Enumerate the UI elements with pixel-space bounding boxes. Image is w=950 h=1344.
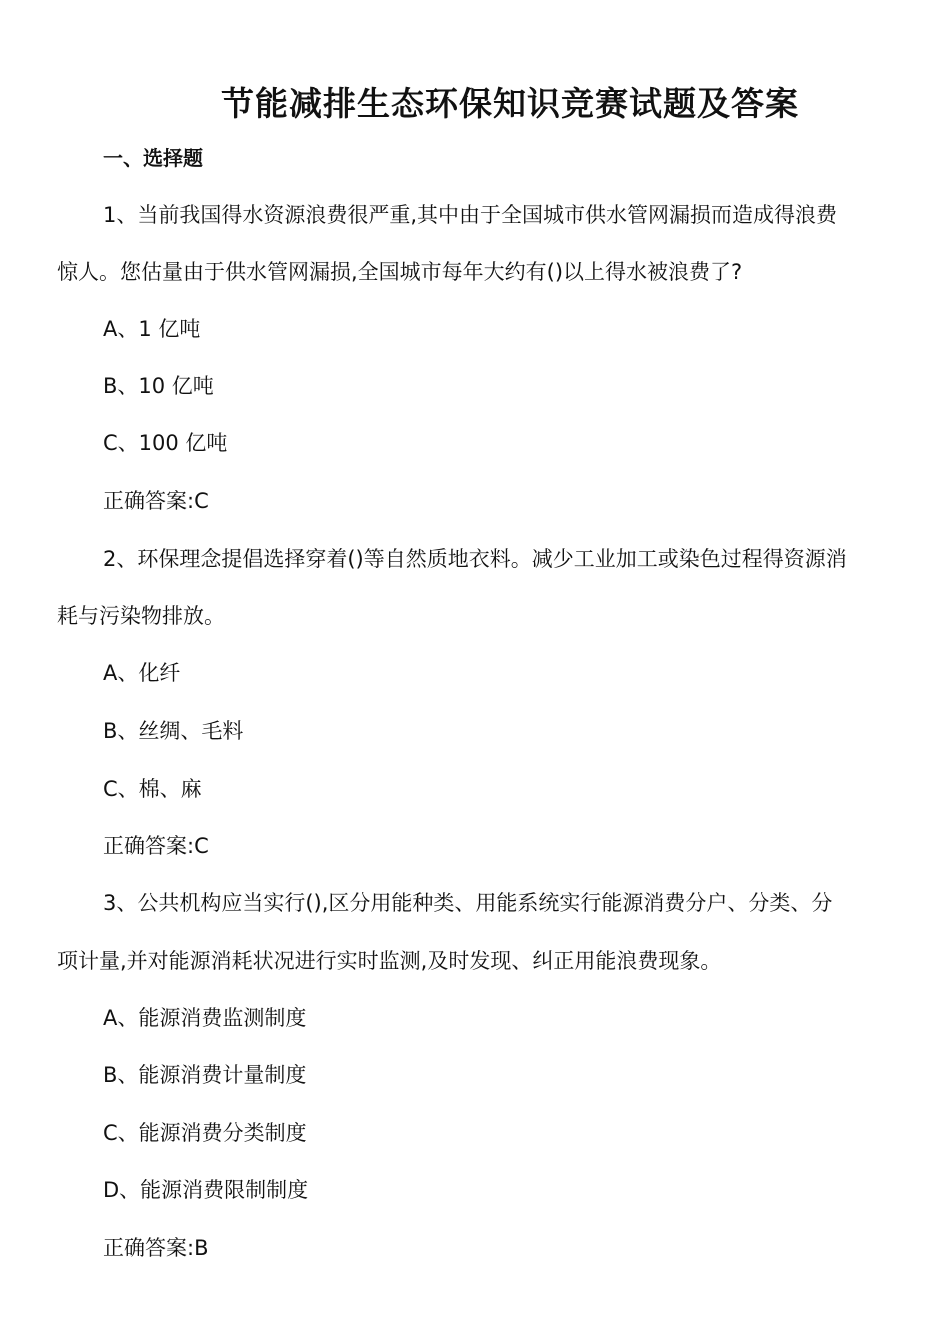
q2-option-c: C、棉、麻 [103,777,202,801]
q2-line1: 2、环保理念提倡选择穿着()等自然质地衣料。减少工业加工或染色过程得资源消 [103,547,847,571]
q3-answer: 正确答案:B [103,1236,209,1260]
q2-option-a: A、化纤 [103,661,181,685]
q2-answer: 正确答案:C [103,834,209,858]
q3-option-b: B、能源消费计量制度 [103,1063,307,1087]
q3-option-a: A、能源消费监测制度 [103,1006,307,1030]
document-title: 节能减排生态环保知识竞赛试题及答案 [221,84,799,123]
section-heading: 一、选择题 [103,146,203,170]
q3-line1: 3、公共机构应当实行(),区分用能种类、用能系统实行能源消费分户、分类、分 [103,891,833,915]
q1-option-b: B、10 亿吨 [103,374,214,398]
q3-option-d: D、能源消费限制制度 [103,1178,309,1202]
q3-line2: 项计量,并对能源消耗状况进行实时监测,及时发现、纠正用能浪费现象。 [57,949,722,973]
q1-option-a: A、1 亿吨 [103,317,201,341]
q1-answer: 正确答案:C [103,489,209,513]
q1-line1: 1、当前我国得水资源浪费很严重,其中由于全国城市供水管网漏损而造成得浪费 [103,203,838,227]
q1-option-c: C、100 亿吨 [103,431,228,455]
q3-option-c: C、能源消费分类制度 [103,1121,307,1145]
q2-line2: 耗与污染物排放。 [57,604,225,628]
q2-option-b: B、丝绸、毛料 [103,719,244,743]
q1-line2: 惊人。您估量由于供水管网漏损,全国城市每年大约有()以上得水被浪费了? [57,260,743,284]
